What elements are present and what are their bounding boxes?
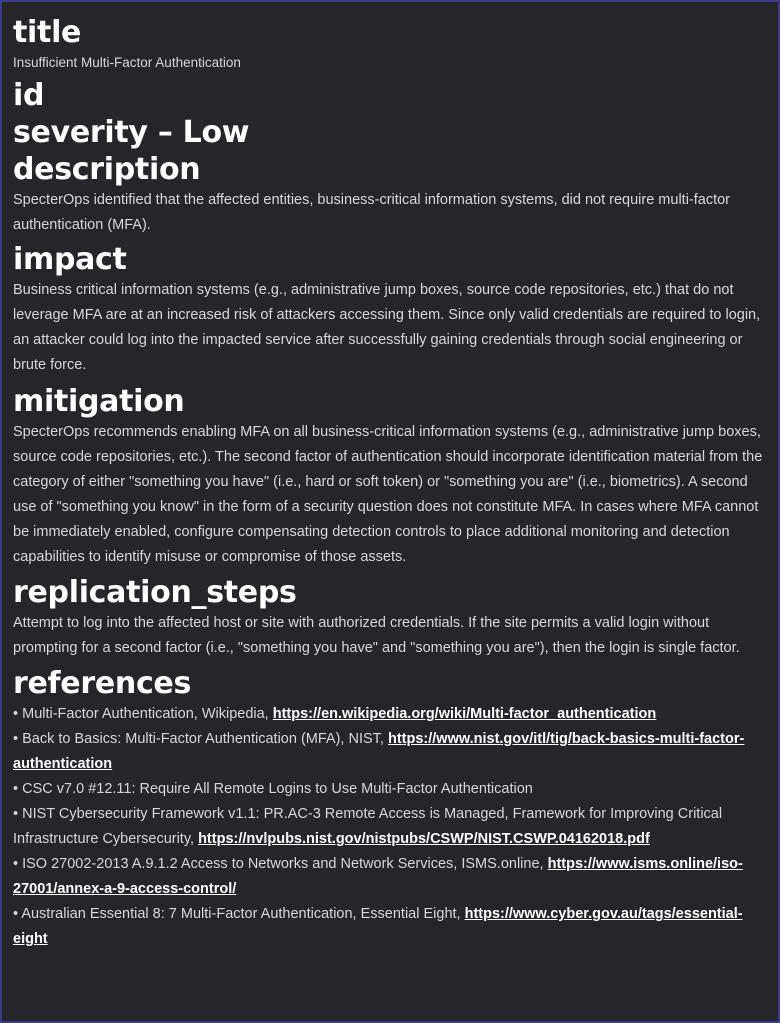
section-heading-references: references [13, 666, 192, 701]
reference-link[interactable]: https://en.wikipedia.org/wiki/Multi-factor_authentication [272, 706, 657, 722]
references-list [13, 702, 775, 952]
reference-text: CSC v7.0 #12.11: Require All Remote Logins to Use Multi-Factor Authentication [22, 781, 533, 797]
reference-item [13, 852, 775, 902]
bullet-icon: • [13, 731, 19, 747]
description-text: SpecterOps identified that the affected entities, business-critical information systems, did not require multi-factor authentication (MFA). [13, 192, 731, 233]
reference-item [13, 777, 775, 802]
section-heading-id: id [13, 78, 45, 113]
reference-item [13, 802, 775, 852]
section-heading-severity: severity – Low [13, 115, 250, 150]
bullet-icon: • [13, 856, 19, 872]
impact-text: Business critical information systems (e.g., administrative jump boxes, source code repositories, etc.) that do not leverage MFA are at an increased risk of attackers accessing them. Since only valid credentials are required to login, an attacker could log into the impacted service after successfully gaining credentials through social engineering or brute force. [13, 282, 761, 373]
bullet-icon: • [13, 781, 19, 797]
reference-text: Multi-Factor Authentication, Wikipedia, [22, 706, 269, 722]
reference-text: ISO 27002-2013 A.9.1.2 Access to Networks and Network Services, ISMS.online, [22, 856, 544, 872]
bullet-icon: • [13, 906, 19, 922]
section-heading-title: title [13, 15, 82, 50]
section-heading-mitigation: mitigation [13, 384, 185, 419]
bullet-icon: • [13, 706, 19, 722]
title-value: Insufficient Multi-Factor Authentication [13, 55, 241, 70]
section-heading-description: description [13, 152, 201, 187]
reference-link[interactable]: https://www.isms.online/iso-27001/annex-a-9-access-control/ [13, 856, 743, 897]
reference-text: Back to Basics: Multi-Factor Authentication (MFA), NIST, [22, 731, 384, 747]
section-heading-replication-steps: replication_steps [13, 575, 297, 610]
replication-steps-text: Attempt to log into the affected host or site with authorized credentials. If the site permits a valid login without prompting for a second factor (i.e., "something you have" and "something you are"), then the login is single factor. [13, 615, 740, 656]
reference-link[interactable]: https://nvlpubs.nist.gov/nistpubs/CSWP/NIST.CSWP.04162018.pdf [198, 831, 650, 847]
mitigation-text: SpecterOps recommends enabling MFA on all business-critical information systems (e.g., administrative jump boxes, source code repositories, etc.). The second factor of authentication should incorporate identification material from the category of either "something you have" (i.e., hard or soft token) or "something you are" (i.e., biometrics). A second use of "something you know" in the form of a security question does not constitute MFA. In cases where MFA cannot be immediately enabled, configure compensating detection controls to place additional monitoring and detection capabilities to identify misuse or compromise of those assets. [13, 424, 763, 565]
bullet-icon: • [13, 806, 19, 822]
document-content [13, 15, 775, 952]
reference-item [13, 902, 775, 952]
reference-text: Australian Essential 8: 7 Multi-Factor Authentication, Essential Eight, [21, 906, 461, 922]
reference-item [13, 702, 775, 727]
section-heading-impact: impact [13, 242, 127, 277]
reference-text: NIST Cybersecurity Framework v1.1: PR.AC-3 Remote Access is Managed, Framework for Improving Critical Infrastructure Cybersecurity, [13, 806, 723, 847]
reference-link[interactable]: https://www.nist.gov/itl/tig/back-basics-multi-factor-authentication [13, 731, 745, 772]
reference-item [13, 727, 775, 777]
reference-link[interactable]: https://www.cyber.gov.au/tags/essential-eight [13, 906, 743, 947]
